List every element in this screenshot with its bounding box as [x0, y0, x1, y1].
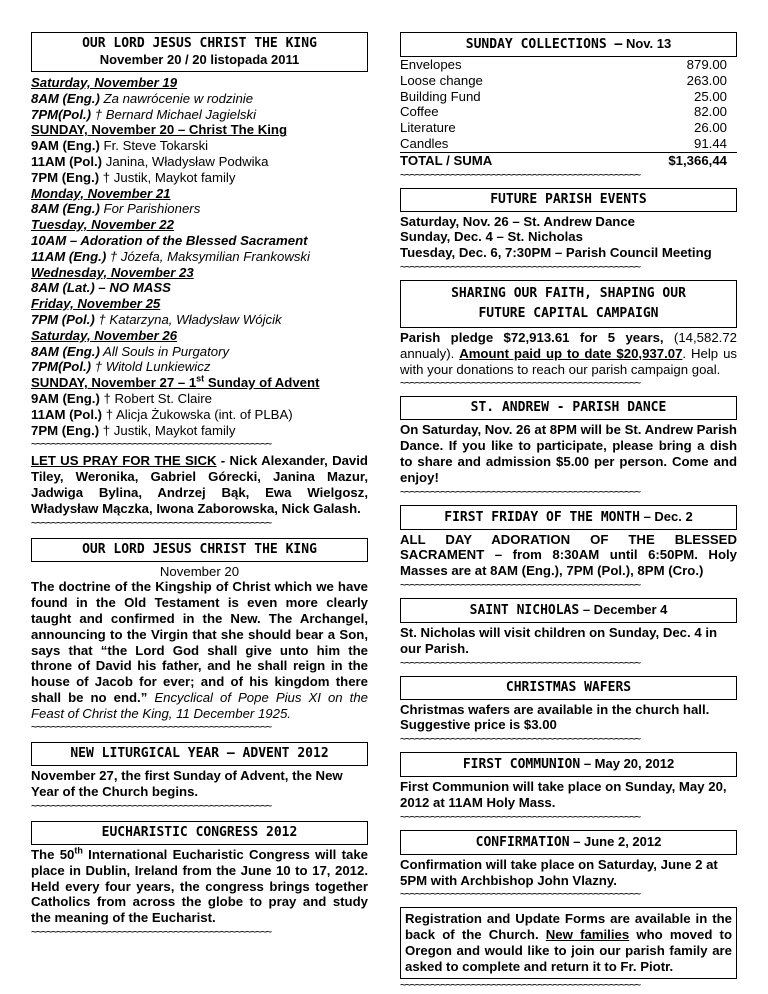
right-column — [400, 32, 737, 992]
first-communion-date: – May 20, 2012 — [580, 756, 675, 772]
collections-table — [400, 57, 737, 169]
day-heading: Tuesday, November 22 — [31, 217, 174, 233]
andrew-dance-header — [400, 396, 737, 420]
divider: ~~~~~~~~~~~~~~~~~~~~~~~~~~~~~~~~~~~~~~~~~~~~~~~ — [31, 721, 271, 734]
christmas-wafers-text: Christmas wafers are available in the church hall. Suggestive price is $3.00 — [400, 701, 710, 733]
collection-label: Candles — [400, 135, 449, 151]
divider: ~~~~~~~~~~~~~~~~~~~~~~~~~~~~~~~~~~~~~~~~~~~~~~~ — [400, 578, 640, 591]
collection-row — [400, 120, 737, 136]
mass-entry: 9AM (Eng.) Fr. Steve Tokarski — [31, 138, 209, 154]
mass-entry: 11AM (Pol.) † Alicja Żukowska (int. of PLBA) — [31, 406, 293, 422]
day-heading: Friday, November 25 — [31, 296, 161, 312]
st-nicholas-header — [400, 598, 737, 623]
divider: ~~~~~~~~~~~~~~~~~~~~~~~~~~~~~~~~~~~~~~~~~~~~~~~ — [31, 926, 271, 939]
divider: ~~~~~~~~~~~~~~~~~~~~~~~~~~~~~~~~~~~~~~~~~~~~~~~ — [400, 733, 640, 746]
collection-label: Coffee — [400, 104, 439, 120]
mass-entry: 11AM (Eng.) † Józefa, Maksymilian Frankowski — [31, 248, 310, 264]
first-friday-title: FIRST FRIDAY OF THE MONTH — [444, 509, 640, 525]
advent-title: NEW LITURGICAL YEAR – ADVENT 2012 — [70, 746, 329, 762]
eucharistic-title: EUCHARISTIC CONGRESS 2012 — [101, 825, 298, 841]
christmas-wafers-header — [400, 676, 737, 700]
christ-king-text: The doctrine of the Kingship of Christ which we have found in the Old Testament is even more clearly taught and confirmed in the New. The Archangel, announcing to the Virgin that she should bear a Son, says that “the Lord God shall give unto him the throne of David his father, and he shall reign in the house of Jacob for ever; and of his kingdom there shall be no end.” Encyclical of Pope Pius XI on the Feast of Christ the King, 11 December 1925. — [31, 579, 368, 721]
mass-entry: 7PM (Pol.) † Katarzyna, Władysław Wójcik — [31, 311, 282, 327]
mass-entry: 8AM (Lat.) – NO MASS — [31, 280, 171, 296]
eucharistic-header — [31, 821, 368, 845]
future-events-header — [400, 188, 737, 212]
mass-schedule-date: November 20 / 20 listopada 2011 — [99, 52, 300, 67]
christ-king-date: November 20 — [159, 563, 240, 579]
mass-entry: 11AM (Pol.) Janina, Władysław Podwika — [31, 153, 269, 169]
future-events-title: FUTURE PARISH EVENTS — [490, 191, 647, 207]
st-nicholas-date: – December 4 — [579, 601, 668, 617]
st-nicholas-title: SAINT NICHOLAS — [469, 602, 580, 618]
collections-date: Nov. 13 — [622, 36, 672, 51]
divider: ~~~~~~~~~~~~~~~~~~~~~~~~~~~~~~~~~~~~~~~~~~~~~~~ — [400, 260, 640, 273]
andrew-dance-text: On Saturday, Nov. 26 at 8PM will be St. Andrew Parish Dance. If you like to participate, please bring a dish to share and admission $5.00 per person. Come and enjoy! — [400, 422, 737, 485]
eucharistic-text: The 50th International Eucharistic Congress will take place in Dublin, Ireland from the June 10 to 17, 2012. Held every four years, the congress brings together Catholics from across the globe to pray and study the meaning of the Eucharist. — [31, 845, 369, 926]
capital-campaign-text: Parish pledge $72,913.61 for 5 years, (14,582.72 annualy). Amount paid up to date $20,937.07. Help us with your donations to reach our parish campaign goal. — [400, 329, 737, 377]
collection-amount: 263.00 — [686, 72, 727, 88]
christmas-wafers-title: CHRISTMAS WAFERS — [505, 679, 632, 695]
collection-amount: 879.00 — [686, 57, 727, 72]
future-event: Tuesday, Dec. 6, 7:30PM – Parish Council Meeting — [400, 245, 712, 261]
collection-amount: 25.00 — [693, 88, 727, 104]
divider: ~~~~~~~~~~~~~~~~~~~~~~~~~~~~~~~~~~~~~~~~~~~~~~~ — [31, 800, 271, 813]
collection-row — [400, 104, 737, 120]
mass-entry: 10AM – Adoration of the Blessed Sacrament — [31, 232, 308, 248]
advent-header — [31, 742, 368, 766]
day-heading: SUNDAY, November 20 – Christ The King — [31, 122, 288, 138]
day-heading: SUNDAY, November 27 – 1st Sunday of Advent — [31, 373, 320, 391]
mass-entry: 8AM (Eng.) Za nawrócenie w rodzinie — [31, 90, 254, 106]
collection-row — [400, 136, 737, 152]
future-event: Saturday, Nov. 26 – St. Andrew Dance — [400, 213, 636, 229]
collection-label: Literature — [400, 120, 456, 136]
andrew-dance-title: ST. ANDREW - PARISH DANCE — [470, 400, 667, 416]
confirmation-text: Confirmation will take place on Saturday, June 2 at 5PM with Archbishop John Vlazny. — [400, 856, 718, 888]
day-heading: Wednesday, November 23 — [31, 264, 194, 280]
collection-row — [400, 73, 737, 89]
divider: ~~~~~~~~~~~~~~~~~~~~~~~~~~~~~~~~~~~~~~~~~~~~~~~ — [400, 168, 640, 181]
christ-king-title: OUR LORD JESUS CHRIST THE KING — [82, 541, 317, 557]
mass-schedule-title: OUR LORD JESUS CHRIST THE KING — [82, 36, 317, 51]
confirmation-title: CONFIRMATION — [475, 834, 570, 850]
divider: ~~~~~~~~~~~~~~~~~~~~~~~~~~~~~~~~~~~~~~~~~~~~~~~ — [400, 377, 640, 390]
first-friday-header — [400, 505, 737, 530]
collections-total-row — [400, 152, 737, 168]
collection-amount: 91.44 — [693, 135, 727, 151]
christ-king-header — [31, 538, 368, 562]
st-nicholas-text: St. Nicholas will visit children on Sunday, Dec. 4 in our Parish. — [400, 624, 718, 656]
total-amount: $1,366,44 — [593, 152, 737, 168]
pray-for-sick: LET US PRAY FOR THE SICK - Nick Alexander, David Tiley, Weronika, Gabriel Górecki, Janina Mazur, Jadwiga Bylina, Andrzej Bąk, Ewa Wielgosz, Władysław Mączka, Iwona Zaborowska, Nick Galash. — [31, 453, 368, 516]
mass-entry: 8AM (Eng.) All Souls in Purgatory — [31, 343, 230, 359]
mass-entry: 7PM (Eng.) † Justik, Maykot family — [31, 169, 236, 185]
advent-text: November 27, the first Sunday of Advent, the New Year of the Church begins. — [31, 768, 343, 800]
future-event: Sunday, Dec. 4 – St. Nicholas — [400, 229, 583, 245]
collection-row — [400, 89, 737, 105]
divider: ~~~~~~~~~~~~~~~~~~~~~~~~~~~~~~~~~~~~~~~~~~~~~~~ — [400, 656, 640, 669]
capital-campaign-title: SHARING OUR FAITH, SHAPING OUR — [451, 285, 686, 301]
collection-label: Envelopes — [400, 57, 462, 72]
collection-row — [400, 57, 737, 73]
mass-entry: 8AM (Eng.) For Parishioners — [31, 201, 201, 217]
divider: ~~~~~~~~~~~~~~~~~~~~~~~~~~~~~~~~~~~~~~~~~~~~~~~ — [400, 485, 640, 498]
mass-entry: 7PM (Eng.) † Justik, Maykot family — [31, 422, 236, 438]
divider: ~~~~~~~~~~~~~~~~~~~~~~~~~~~~~~~~~~~~~~~~~~~~~~~ — [31, 516, 271, 529]
capital-campaign-subtitle: FUTURE CAPITAL CAMPAIGN — [478, 305, 659, 321]
divider: ~~~~~~~~~~~~~~~~~~~~~~~~~~~~~~~~~~~~~~~~~~~~~~~ — [31, 438, 271, 451]
collection-label: Building Fund — [400, 88, 481, 104]
left-column — [31, 32, 368, 939]
total-label: TOTAL / SUMA — [400, 152, 593, 168]
mass-schedule-header — [31, 32, 368, 72]
first-friday-text: ALL DAY ADORATION OF THE BLESSED SACRAMENT – from 8:30AM until 6:50PM. Holy Masses are at 8AM (Eng.), 7PM (Pol.), 8PM (Cro.) — [400, 531, 737, 579]
collection-label: Loose change — [400, 72, 483, 88]
divider: ~~~~~~~~~~~~~~~~~~~~~~~~~~~~~~~~~~~~~~~~~~~~~~~ — [400, 978, 640, 991]
divider: ~~~~~~~~~~~~~~~~~~~~~~~~~~~~~~~~~~~~~~~~~~~~~~~ — [400, 810, 640, 823]
collections-title: SUNDAY COLLECTIONS – — [465, 37, 623, 52]
collection-amount: 82.00 — [693, 104, 727, 120]
first-friday-date: – Dec. 2 — [639, 508, 693, 524]
day-heading: Saturday, November 26 — [31, 327, 178, 343]
first-communion-text: First Communion will take place on Sunday, May 20, 2012 at 11AM Holy Mass. — [400, 779, 727, 810]
divider: ~~~~~~~~~~~~~~~~~~~~~~~~~~~~~~~~~~~~~~~~~~~~~~~ — [400, 888, 640, 901]
mass-schedule — [31, 75, 368, 438]
capital-campaign-header — [400, 280, 737, 328]
first-communion-header — [400, 752, 737, 777]
confirmation-header — [400, 830, 737, 855]
mass-entry: 9AM (Eng.) † Robert St. Claire — [31, 390, 213, 406]
registration-box: Registration and Update Forms are available in the back of the Church. New families who moved to Oregon and would like to join our parish family are asked to complete and return it to Fr. Piotr. — [400, 907, 737, 978]
mass-entry: 7PM(Pol.) † Bernard Michael Jagielski — [31, 106, 256, 122]
day-heading: Monday, November 21 — [31, 185, 171, 201]
collections-header — [400, 32, 737, 57]
collection-amount: 26.00 — [693, 120, 727, 136]
confirmation-date: – June 2, 2012 — [569, 833, 662, 849]
mass-entry: 7PM(Pol.) † Witold Lunkiewicz — [31, 359, 211, 375]
day-heading: Saturday, November 19 — [31, 75, 178, 90]
first-communion-title: FIRST COMMUNION — [462, 757, 581, 773]
